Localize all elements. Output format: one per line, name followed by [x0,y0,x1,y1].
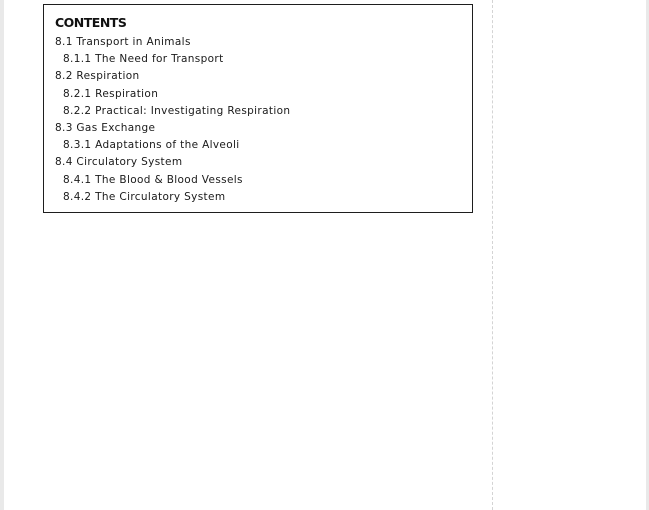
toc-entry-8-4-2[interactable]: 8.4.2 The Circulatory System [63,190,226,203]
column-guide-divider [492,0,493,510]
toc-entry-8-3-1[interactable]: 8.3.1 Adaptations of the Alveoli [63,139,240,152]
toc-entry-8-2-1[interactable]: 8.2.1 Respiration [63,87,159,100]
toc-entry-8-1-1[interactable]: 8.1.1 The Need for Transport [63,53,224,66]
document-page [4,0,646,510]
toc-entry-8-3[interactable]: 8.3 Gas Exchange [55,122,156,135]
toc-entry-8-1[interactable]: 8.1 Transport in Animals [55,36,191,48]
toc-entry-8-2[interactable]: 8.2 Respiration [55,70,140,83]
table-of-contents [43,4,473,213]
contents-list [55,34,472,206]
contents-heading: CONTENTS [55,15,127,30]
toc-entry-8-4-1[interactable]: 8.4.1 The Blood & Blood Vessels [63,173,243,186]
toc-entry-8-2-2[interactable]: 8.2.2 Practical: Investigating Respiration [63,104,291,117]
toc-entry-8-4[interactable]: 8.4 Circulatory System [55,156,183,169]
